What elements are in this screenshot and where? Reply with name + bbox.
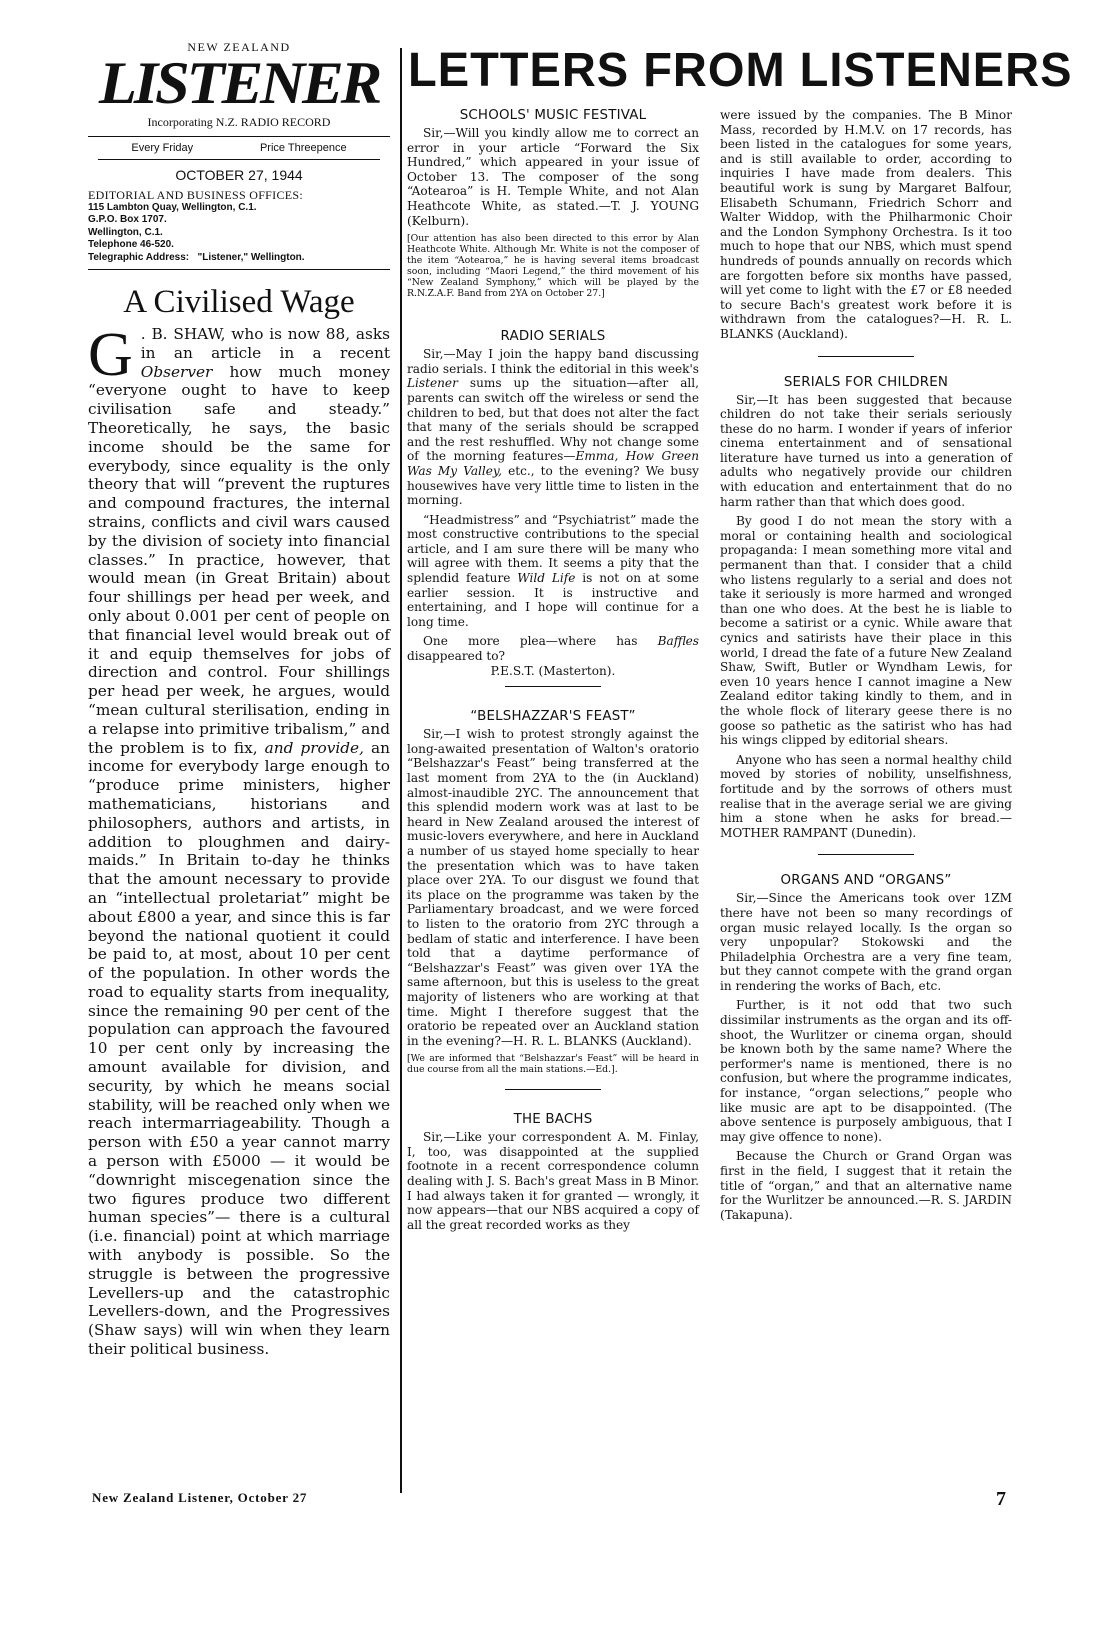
- editorial-title: A Civilised Wage: [123, 284, 355, 320]
- editorial-emphasis: Observer: [140, 362, 213, 381]
- letter-paragraph: By good I do not mean the story with a moral or containing health and sociological propaganda: I mean something more vital and permanent than that. I consider that a child who listens regularly to a serial and does not take it seriously is more harmed and wronged than one who does. At the best he is liable to become a satirist or a cynic. While aware that cynics and satirists have their place in this world, I dread the fate of a future New Zealand Shaw, Swift, Butler or Wyndham Lewis, for even 10 years hence I cannot imagine a New Zealand editor taking kindly to them, and in the whole flock of literary geese there is no goose so pathetic as the satirist who has had his wings clipped by editorial shears.: [720, 514, 1012, 748]
- letter-emphasis: Emma, How Green Was My Valley,: [407, 449, 700, 478]
- letter-emphasis: Baffles: [657, 634, 699, 649]
- letter-paragraph: Sir,—I wish to protest strongly against the long-awaited presentation of Walton's oratorio “Belshazzar's Feast” being transferred at the last moment from 2YA to the (in Auckland) almost-inaudible 2YC. The announcement that this splendid modern work was at last to be heard in New Zealand aroused the interest of music-lovers everywhere, and here in Auckland a number of us stayed home specially to hear the presentation which was to have taken place over 2YA. To our disgust we found that its place on the programme was taken by the Parliamentary broadcast, and we were forced to listen to the oratorio from 2YC through a bedlam of static and interference. I have been told that a daytime performance of “Belshazzar's Feast” was given over 1YA the same afternoon, but this is useless to the great majority of listeners who are working at that time. Might I therefore suggest that the oratorio be repeated over an Auckland station in the evening?—H. R. L. BLANKS (Auckland).: [407, 727, 699, 1048]
- letter-signature: P.E.S.T. (Masterton).: [490, 663, 616, 678]
- letter-text: disappeared to?: [407, 649, 506, 664]
- letter-body: [720, 393, 1012, 841]
- letter-text: etc., to the evening? We busy housewives have very little time to listen in the morning.: [407, 463, 699, 508]
- telegraphic-address: [88, 252, 390, 265]
- letter-title: “BELSHAZZAR'S FEAST”: [470, 709, 636, 725]
- letter-title: ORGANS AND “ORGANS”: [780, 873, 952, 889]
- editor-note: [We are informed that “Belshazzar's Feast” will be heard in due course from all the main stations.—Ed.].: [407, 1053, 699, 1076]
- section-separator: [818, 854, 914, 855]
- letter-paragraph: Because the Church or Grand Organ was first in the field, I suggest that it retain the title of “organ,” and that an alternative name for the Wurlitzer be announced.—R. S. JARDIN (Takapuna).: [720, 1149, 1012, 1222]
- letter-body: [720, 108, 1012, 342]
- editorial-emphasis: and provide,: [264, 738, 364, 757]
- letter-paragraph: Sir,—It has been suggested that because children do not take their serials seriously these do no harm. I wonder if years of inferior cinema entertainment and of sensational literature have turned us into a generation of adults who negatively provide our children with education and entertainment that do no harm rather than that which does good.: [720, 392, 1012, 509]
- telegraphic-label: Telegraphic Address:: [88, 251, 190, 263]
- offices-heading: EDITORIAL AND BUSINESS OFFICES:: [88, 188, 303, 202]
- office-line: Telephone 46-520.: [88, 239, 174, 250]
- telegraphic-value: "Listener," Wellington.: [197, 251, 305, 263]
- letter-paragraph: Anyone who has seen a normal healthy child moved by stories of nobility, unselfishness, fortitude and by the sorrows of others must realise that in the average serial we are giving him a stone when he asks for bread.—MOTHER RAMPANT (Dunedin).: [720, 752, 1012, 840]
- office-line: 115 Lambton Quay, Wellington, C.1.: [88, 201, 257, 213]
- letter-paragraph: were issued by the companies. The B Minor Mass, recorded by H.M.V. on 17 records, has been listed in the catalogues for some years, and is still available to order, according to inquiries I have made from dealers. This beautiful work is sung by Margaret Balfour, Elisabeth Schumann, Friedrich Schorr and Walter Widdop, with the Philharmonic Choir and the London Symphony Orchestra. Is it too much to hope that our NBS, which must spend hundreds of pounds annually on records which are forgotten before six months have passed, will yet come to light with the £7 or £8 needed to secure Bach's greatest work before it is withdrawn from the catalogues?—H. R. L. BLANKS (Auckland).: [720, 108, 1012, 341]
- masthead-subtitle: Incorporating N.Z. RADIO RECORD: [88, 115, 390, 137]
- letter-paragraph: Sir,—Like your correspondent A. M. Finlay, I, too, was disappointed at the supplied footnote in a recent correspondence column dealing with J. S. Bach's great Mass in B Minor. I had always taken it for granted — wrongly, it now appears—that our NBS acquired a copy of all the great recorded works as they: [407, 1130, 699, 1232]
- price: Price Threepence: [259, 142, 347, 154]
- masthead-kicker: NEW ZEALAND: [187, 40, 291, 54]
- letter-paragraph: Sir,—Since the Americans took over 1ZM there have not been so many recordings of organ music relayed locally. Is the organ so very unpopular? Stokowski and the Philadelphia Orchestra are a very fine team, but they cannot compete with the grand organ in rendering the works of Bach, etc.: [720, 891, 1012, 993]
- letter-paragraph: [407, 347, 699, 508]
- section-separator: [505, 686, 601, 687]
- editorial-text: an income for everybody large enough to “produce prime ministers, higher mathematicians, historians and philosophers, authors and artists, in addition to ploughmen and dairy-maids.” In Britain to-day he thinks that the amount necessary to provide an “intellectual proletariat” might be about £800 a year, and since this is far beyond the national quotient it could be paid to, at most, about 10 per cent of the population. In other words the road to equality starts from inequality, since the remaining 90 per cent of the population can approach the favoured 10 per cent only by increasing the amount available for division, and security, by which he means social stability, will be reached only when we reach intermarriageability. Though a person with £50 a year cannot marry a person with £5000 — it would be “downright miscegenation since the two figures produce two different human species”— there is a cultural (i.e. financial) point at which marriage with anybody is possible. So the struggle is between the progressive Levellers-up and the catastrophic Levellers-down, and the Progressives (Shaw says) will win when they learn their political business.: [88, 738, 390, 1359]
- frequency-price-row: [98, 137, 380, 160]
- office-line: Wellington, C.1.: [88, 226, 163, 238]
- editorial-body: [88, 321, 390, 1359]
- letter-body: [407, 126, 699, 228]
- issue-date: OCTOBER 27, 1944: [175, 167, 303, 183]
- letter-paragraph: Sir,—Will you kindly allow me to correct an error in your article “Forward the Six Hundred,” which appeared in your issue of October 13. The composer of the song “Aotearoa” is H. Temple White, and not Alan Heathcote White, as stated.—T. J. YOUNG (Kelburn).: [407, 126, 699, 228]
- letter-body: [407, 347, 699, 678]
- letter-text: sums up the situation—after all, parents can switch off the wireless or send the children to bed, but that does not alter the fact that many of the serials should be scrapped and the rest reshuffled. Why not change some of the morning features—: [407, 376, 699, 464]
- letter-text: One more plea—where has: [423, 634, 658, 649]
- masthead-rule: [88, 269, 390, 270]
- letters-column-2: [720, 108, 1012, 1227]
- letter-emphasis: Wild Life: [517, 571, 576, 586]
- frequency: Every Friday: [131, 142, 194, 154]
- letter-title: SCHOOLS' MUSIC FESTIVAL: [459, 108, 647, 123]
- letter-title: SERIALS FOR CHILDREN: [783, 374, 949, 390]
- letter-text: Sir,—May I join the happy band discussing radio serials. I think the editorial in this week's: [407, 347, 699, 376]
- letter-text: is not on at some earlier session. It is instructive and entertaining, and I hope will continue for a long time.: [407, 571, 700, 629]
- letter-paragraph: Further, is it not odd that two such dissimilar instruments as the organ and its off-shoot, the Wurlitzer or cinema organ, should be known both by the same name? Where the performer's name is mentioned, there is no confusion, but where the programme indicates, for instance, “organ selections,” people who like music are apt to be disappointed. (The above sentence is purposely ambiguous, that I may give offence to none).: [720, 998, 1012, 1144]
- letter-title: RADIO SERIALS: [500, 329, 606, 345]
- editor-note: [Our attention has also been directed to this error by Alan Heathcote White. Although Mr. White is not the composer of the item “Aotearoa,” he is having several items broadcast soon, including “Maori Legend,” the third movement of his “New Zealand Symphony,” which will be played by the R.N.Z.A.F. Band from 2YA on October 27.]: [407, 233, 699, 300]
- page-number: 7: [996, 1488, 1006, 1510]
- editorial-text: . B. SHAW, who is now 88, asks in an article in a recent: [140, 325, 390, 362]
- letters-column-1: [407, 108, 699, 1237]
- letter-body: [407, 727, 699, 1048]
- drop-cap: G: [88, 321, 133, 389]
- page-footer: New Zealand Listener, October 27: [92, 1490, 308, 1505]
- section-separator: [505, 1089, 601, 1090]
- offices-block: [88, 189, 390, 264]
- letter-body: [407, 1130, 699, 1232]
- masthead-title: LISTENER: [98, 50, 380, 116]
- letter-title: THE BACHS: [513, 1112, 593, 1128]
- letter-body: [720, 891, 1012, 1222]
- section-banner: LETTERS FROM LISTENERS: [408, 44, 1073, 97]
- letter-text: “Headmistress” and “Psychiatrist” made the most constructive contributions to the special article, and I am sure there will be many who will agree with them. It seems a pity that the splendid feature: [407, 512, 699, 586]
- letter-emphasis: Listener: [407, 376, 458, 391]
- section-separator: [818, 356, 914, 357]
- editorial-text: how much money “everyone ought to have to keep civilisation safe and steady.” Theoretically, he says, the basic income should be the same for everybody, since equality is the only theory that will “prevent the ruptures and compound fractures, the internal strains, conflicts and civil wars caused by the division of society into financial classes.” In practice, however, that would mean (in Great Britain) about four shillings per head per week, and only about 0.001 per cent of people on that financial level would break out of it and equip themselves for jobs of direction and control. Four shillings per head per week, he argues, would “mean cultural sterilisation, ending in a relapse into primitive tribalism,” and the problem is to fix,: [88, 362, 390, 757]
- letter-paragraph: [407, 513, 699, 630]
- left-column: [88, 40, 390, 1359]
- letter-paragraph: [407, 634, 699, 663]
- column-divider: [400, 48, 402, 1493]
- office-line: G.P.O. Box 1707.: [88, 214, 167, 225]
